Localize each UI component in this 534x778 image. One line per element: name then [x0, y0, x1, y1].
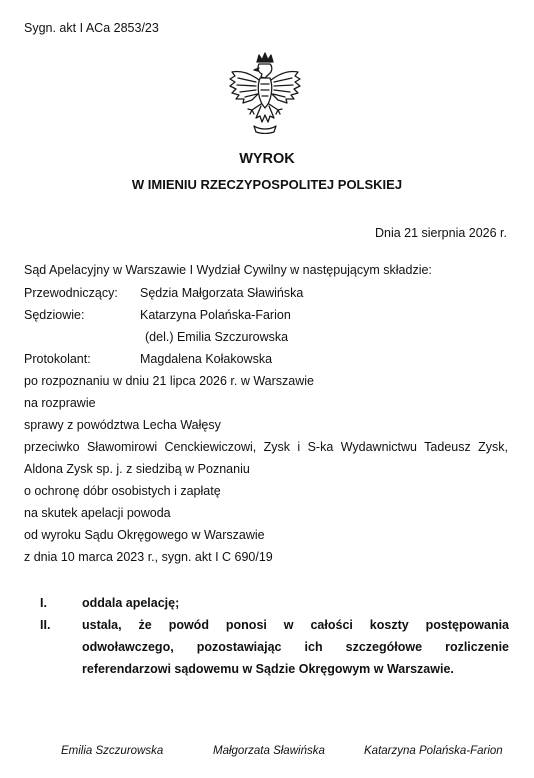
proceedings-line-6: o ochronę dóbr osobistych i zapłatę — [24, 484, 221, 498]
ruling-item-2-number: II. — [40, 618, 51, 632]
proceedings-line-3: sprawy z powództwa Lecha Wałęsy — [24, 418, 221, 432]
proceedings-line-4: przeciwko Sławomirowi Cenckiewiczowi, Zysk i S-ka Wydawnictwu Tadeusz Zysk, — [24, 440, 508, 454]
presiding-judge: Sędzia Małgorzata Sławińska — [140, 286, 304, 300]
proceedings-line-1: po rozpoznaniu w dniu 21 lipca 2026 r. w Warszawie — [24, 374, 314, 388]
proceedings-line-2: na rozprawie — [24, 396, 96, 410]
judgment-title: WYROK — [239, 151, 295, 167]
polish-eagle-icon — [226, 52, 304, 134]
judgment-subtitle: W IMIENIU RZECZYPOSPOLITEJ POLSKIEJ — [131, 177, 403, 192]
presiding-label: Przewodniczący: — [24, 286, 118, 300]
ruling-item-1-number: I. — [40, 596, 47, 610]
ruling-item-2-line-2: odwoławczego, pozostawiając ich szczegółowe rozliczenie — [82, 640, 509, 654]
signature-1: Emilia Szczurowska — [61, 745, 164, 757]
proceedings-line-8: od wyroku Sądu Okręgowego w Warszawie — [24, 528, 265, 542]
proceedings-line-5: Aldona Zysk sp. j. z siedzibą w Poznaniu — [24, 462, 250, 476]
ruling-item-2-line-3: referendarzowi sądowemu w Sądzie Okręgowym w Warszawie. — [82, 662, 454, 676]
case-number: Sygn. akt I ACa 2853/23 — [24, 21, 159, 35]
ruling-item-1-text: oddala apelację; — [82, 596, 180, 610]
signature-2: Małgorzata Sławińska — [213, 745, 325, 757]
proceedings-line-7: na skutek apelacji powoda — [24, 506, 171, 520]
court-composition-line: Sąd Apelacyjny w Warszawie I Wydział Cywilny w następującym składzie: — [24, 263, 432, 277]
judges-label: Sędziowie: — [24, 308, 85, 322]
judge-1: Katarzyna Polańska-Farion — [140, 308, 291, 322]
judge-2: (del.) Emilia Szczurowska — [145, 330, 289, 344]
proceedings-line-9: z dnia 10 marca 2023 r., sygn. akt I C 690/19 — [24, 550, 273, 564]
judgment-date: Dnia 21 sierpnia 2026 r. — [374, 226, 507, 240]
recorder-name: Magdalena Kołakowska — [140, 352, 273, 366]
signature-3: Katarzyna Polańska-Farion — [364, 745, 503, 757]
recorder-label: Protokolant: — [24, 352, 91, 366]
ruling-item-2-line-1: ustala, że powód ponosi w całości koszty postępowania — [82, 618, 509, 632]
